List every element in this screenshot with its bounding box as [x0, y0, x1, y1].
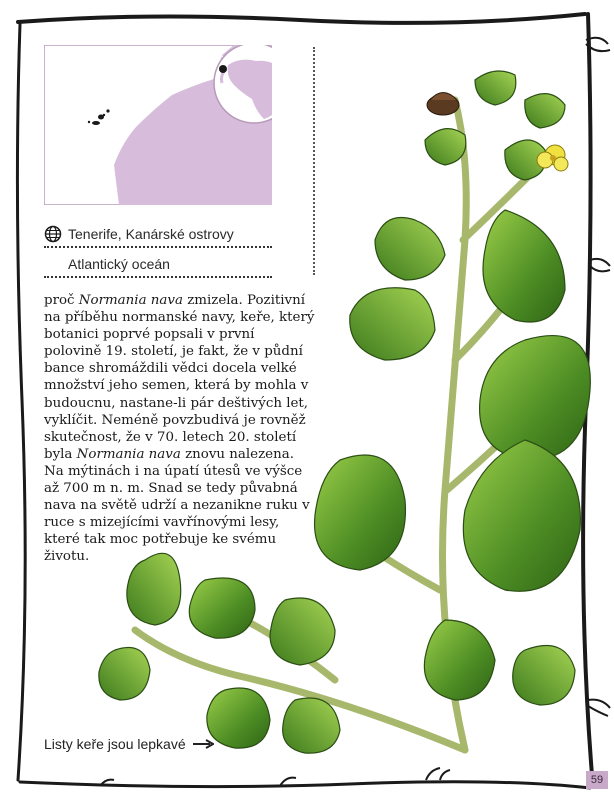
- page-number: 59: [586, 771, 608, 789]
- arrow-right-icon: [192, 739, 214, 749]
- caption-text: Listy keře jsou lepkavé: [44, 736, 186, 752]
- species-name: Normania nava: [76, 446, 181, 462]
- species-name: Normania nava: [78, 293, 183, 308]
- globe-icon: [44, 225, 62, 243]
- seed-head: [427, 93, 459, 116]
- text-run: znovu nalezena. Na mýtinách i na úpatí útesů ve výšce až 700 m n. m. Snad se tedy půvabná nava na světě udrží a nezanikne ruku v ruce s mizejícími vavřínovými lesy, které tak moc potřebuje ke svému životu.: [44, 446, 310, 565]
- text-run: proč: [44, 293, 79, 308]
- plant-illustration: [85, 60, 605, 760]
- text-run: zmizela. Pozitivní na příběhu normanské navy, keře, který botanici poprvé popsali v první polovině 19. století, je fakt, že v půdní bance shromáždili vědci docela velké množství jeho semen, která by mohla v budoucnu, nastane-li pár deštivých let, vyklíčit. Neméně povzbudivá je rovněž skutečnost, že v 70. letech 20. století byla: [44, 293, 315, 462]
- location-place: Tenerife, Kanárské ostrovy: [68, 226, 234, 242]
- illustration-caption: [44, 736, 214, 752]
- location-ocean: Atlantický oceán: [68, 256, 170, 272]
